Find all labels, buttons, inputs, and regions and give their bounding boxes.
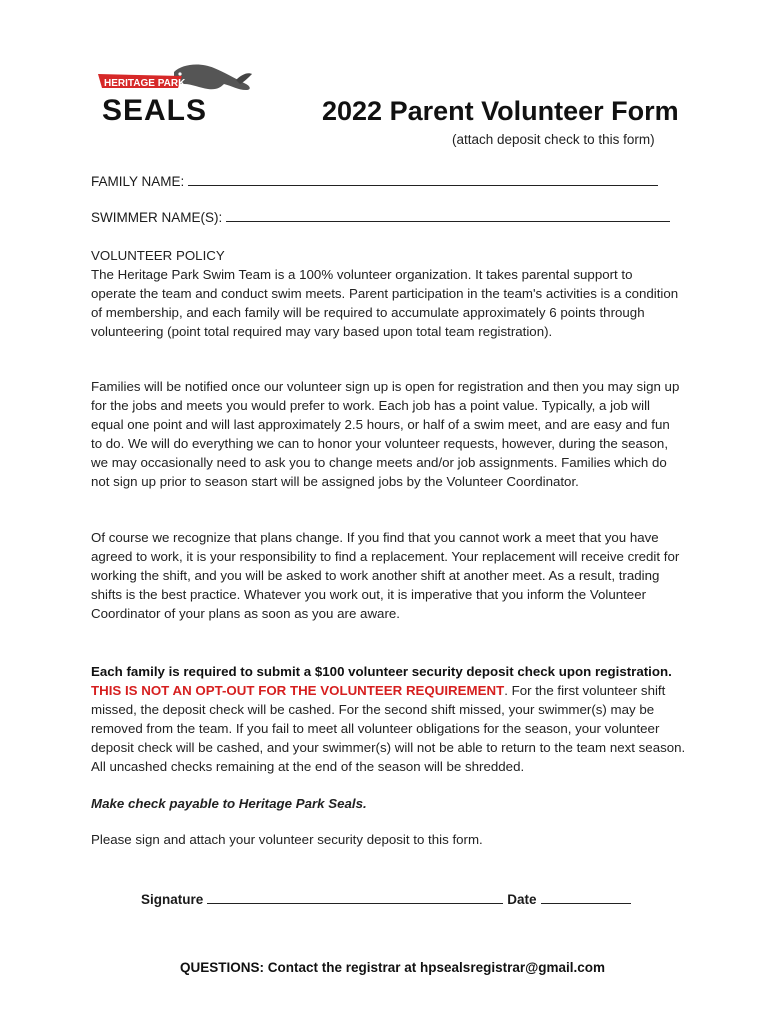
signature-row bbox=[141, 890, 635, 907]
opt-out-warning: THIS IS NOT AN OPT-OUT FOR THE VOLUNTEER REQUIREMENT bbox=[91, 683, 505, 698]
family-name-field[interactable] bbox=[91, 172, 658, 189]
family-name-label: FAMILY NAME: bbox=[91, 174, 185, 189]
swimmer-names-label: SWIMMER NAME(S): bbox=[91, 210, 223, 225]
page-subtitle: (attach deposit check to this form) bbox=[452, 132, 655, 147]
policy-paragraph-3: Of course we recognize that plans change. If you find that you cannot work a meet that you have agreed to work, it is your responsibility to find a replacement. Your replacement will receive credit for working the shift, and you will be asked to work another shift at another meet. As a result, trading shifts is the best practice. Whatever you work out, it is imperative that you inform the Volunteer Coordinator of your plans as soon as you are aware. bbox=[91, 530, 680, 621]
family-name-line[interactable] bbox=[188, 172, 658, 186]
policy-paragraph-3-block bbox=[91, 528, 681, 623]
please-sign-note: Please sign and attach your volunteer security deposit to this form. bbox=[91, 832, 483, 847]
seal-logo-icon bbox=[96, 58, 256, 128]
signature-line[interactable] bbox=[207, 890, 503, 904]
swimmer-names-line[interactable] bbox=[226, 208, 670, 222]
policy-heading: VOLUNTEER POLICY bbox=[91, 248, 225, 263]
deposit-details-text: . For the first volunteer shift missed, the deposit check will be cashed. For the second shift missed, your swimmer(s) may be removed from the team. If you fail to meet all volunteer obligations for the season, your volunteer deposit check will be cashed, and your swimmer(s) will not be able to return to the team next season. All uncashed checks remaining at the end of the season will be shredded. bbox=[91, 683, 686, 774]
questions-contact: QUESTIONS: Contact the registrar at hpsealsregistrar@gmail.com bbox=[180, 960, 606, 975]
deposit-paragraph bbox=[91, 662, 691, 776]
volunteer-policy-section bbox=[91, 246, 681, 341]
svg-text:SEALS: SEALS bbox=[102, 94, 208, 127]
date-label: Date bbox=[507, 892, 537, 907]
svg-text:HERITAGE PARK: HERITAGE PARK bbox=[104, 78, 186, 89]
date-line[interactable] bbox=[541, 890, 631, 904]
page-title: 2022 Parent Volunteer Form bbox=[322, 96, 679, 126]
deposit-requirement-text: Each family is required to submit a $100 volunteer security deposit check upon registration. bbox=[91, 664, 672, 679]
check-payable-note: Make check payable to Heritage Park Seals. bbox=[91, 796, 367, 811]
heritage-park-seals-logo bbox=[96, 58, 256, 128]
policy-paragraph-2: Families will be notified once our volunteer sign up is open for registration and then you may sign up for the jobs and meets you would prefer to work. Each job has a point value. Typically, a job will equal one point and will last approximately 2.5 hours, or half of a swim meet, and are easy and fun to do. We will do everything we can to honor your volunteer requests, however, during the season, we may occasionally need to ask you to change meets and/or job assignments. Families which do not sign up prior to season start will be assigned jobs by the Volunteer Coordinator. bbox=[91, 379, 680, 489]
signature-label: Signature bbox=[141, 892, 204, 907]
policy-paragraph-1: The Heritage Park Swim Team is a 100% volunteer organization. It takes parental support to operate the team and conduct swim meets. Parent participation in the team's activities is a condition of membership, and each family will be required to accumulate approximately 6 points through volunteering (point total required may vary based upon total team registration). bbox=[91, 267, 679, 339]
swimmer-names-field[interactable] bbox=[91, 208, 670, 225]
policy-paragraph-2-block bbox=[91, 377, 681, 491]
